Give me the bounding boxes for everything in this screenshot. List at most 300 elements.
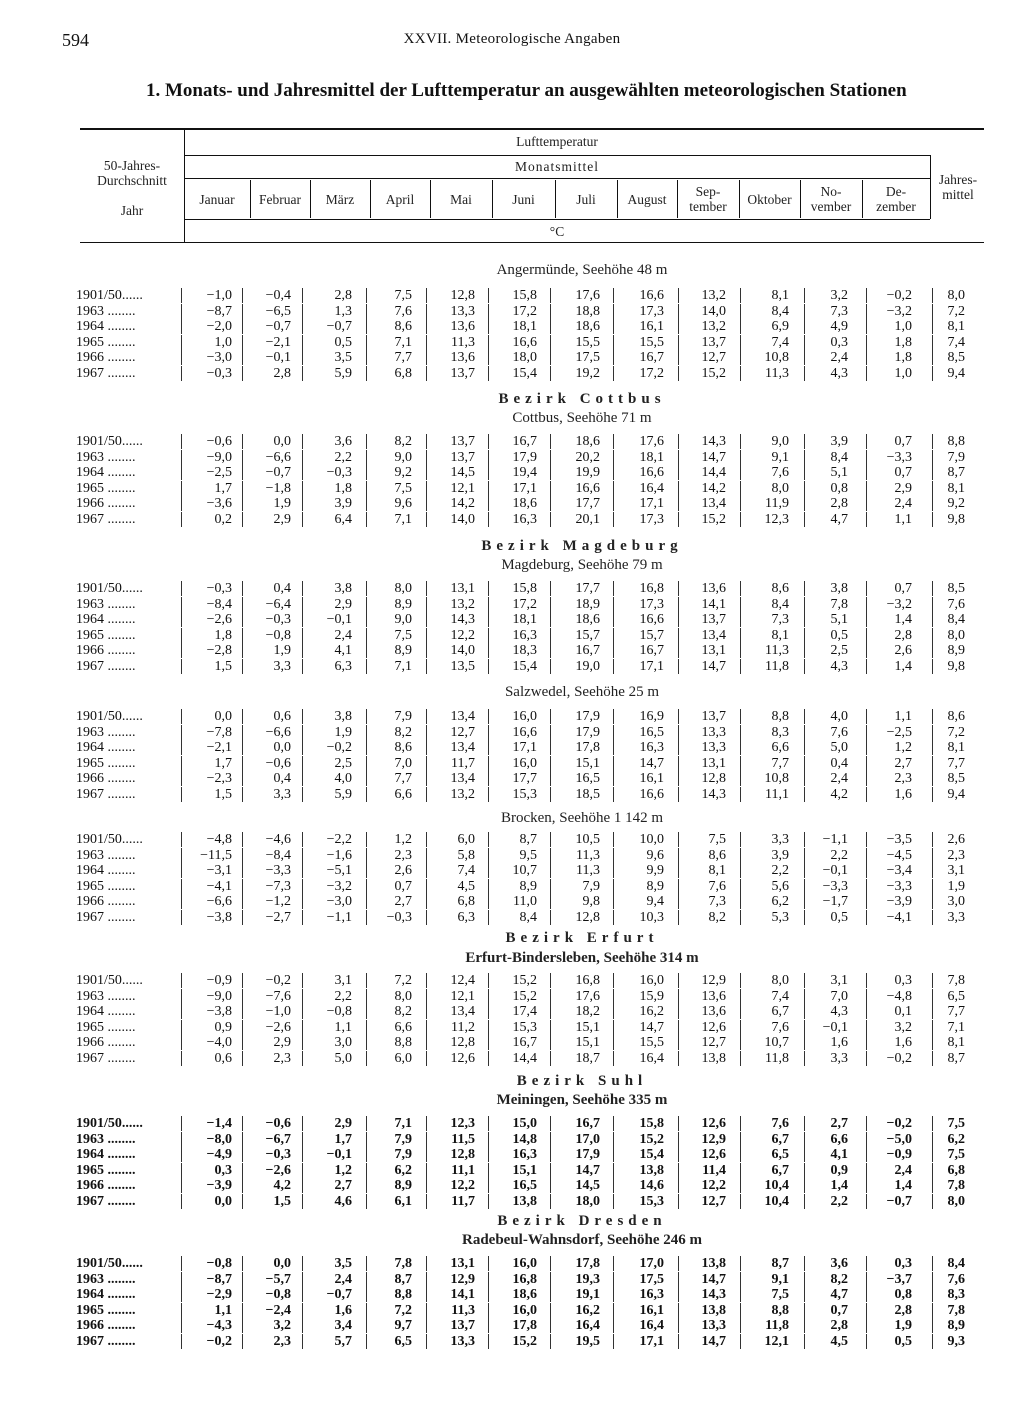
- cell-value: 7,7: [394, 771, 412, 787]
- row-year: 1965 ........: [76, 334, 136, 350]
- cell-value: 16,7: [512, 1035, 537, 1051]
- row-year: 1965 ........: [76, 627, 136, 643]
- row-year: 1964 ........: [76, 740, 136, 756]
- cell-value: 6,2: [947, 1131, 965, 1147]
- cell-value: 0,2: [214, 512, 232, 527]
- row-year: 1965 ........: [76, 878, 136, 894]
- cell-value: 16,3: [512, 627, 537, 643]
- cell-value: 2,5: [830, 643, 848, 659]
- cell-value: 9,8: [947, 659, 965, 674]
- table-title: 1. Monats- und Jahresmittel der Lufttemperatur an ausgewählten meteorologischen Stationen: [146, 80, 907, 101]
- cell-value: 1,1: [214, 1302, 232, 1318]
- cell-value: 15,2: [701, 512, 726, 527]
- cell-value: −2,9: [206, 1287, 232, 1303]
- cell-value: 12,6: [701, 1019, 726, 1035]
- cell-value: 7,6: [771, 465, 789, 481]
- cell-value: 7,8: [830, 596, 848, 612]
- cell-value: 1,2: [894, 740, 912, 756]
- cell-value: 3,1: [830, 973, 848, 988]
- cell-value: 10,7: [764, 1035, 789, 1051]
- cell-value: 8,7: [519, 832, 537, 847]
- cell-value: 16,1: [639, 1302, 664, 1318]
- cell-value: 0,7: [894, 465, 912, 481]
- cell-value: 2,9: [273, 1035, 291, 1051]
- cell-value: 11,7: [451, 1194, 475, 1209]
- cell-value: 1,9: [273, 496, 291, 512]
- cell-value: 11,1: [451, 1162, 475, 1178]
- cell-value: 18,0: [512, 350, 537, 366]
- cell-value: 0,3: [214, 1162, 232, 1178]
- cell-value: −0,2: [206, 1334, 232, 1349]
- table-row: [70, 1287, 984, 1302]
- cell-value: 1,1: [334, 1019, 352, 1035]
- cell-value: 0,3: [894, 973, 912, 988]
- cell-value: 6,3: [334, 659, 352, 674]
- cell-value: −0,7: [886, 1194, 912, 1209]
- cell-value: 16,7: [575, 1116, 600, 1131]
- cell-value: 14,3: [701, 1287, 726, 1303]
- cell-value: 2,2: [334, 449, 352, 465]
- row-year: 1964 ........: [76, 863, 136, 879]
- cell-value: 8,9: [394, 596, 412, 612]
- cell-value: 6,7: [771, 1004, 789, 1020]
- cell-value: −8,7: [206, 303, 232, 319]
- cell-value: −4,0: [206, 1035, 232, 1051]
- cell-value: 2,7: [334, 1178, 352, 1194]
- row-year: 1965 ........: [76, 1162, 136, 1178]
- cell-value: −0,2: [265, 973, 291, 988]
- cell-value: 16,4: [639, 1051, 664, 1066]
- month-divider: [862, 180, 863, 218]
- cell-value: 3,3: [947, 910, 965, 925]
- cell-value: 8,7: [947, 1051, 965, 1066]
- cell-value: 12,1: [450, 988, 475, 1004]
- cell-value: 12,4: [450, 973, 475, 988]
- cell-value: 8,6: [708, 847, 726, 863]
- cell-value: −9,0: [206, 988, 232, 1004]
- month-header: De- zember: [876, 184, 916, 214]
- cell-value: −0,1: [265, 350, 291, 366]
- cell-value: −4,8: [886, 988, 912, 1004]
- cell-value: 17,4: [512, 1004, 537, 1020]
- row-year: 1964 ........: [76, 612, 136, 628]
- cell-value: 2,7: [394, 894, 412, 910]
- row-year: 1966 ........: [76, 1035, 136, 1051]
- cell-value: 16,6: [639, 465, 664, 481]
- row-year: 1967 ........: [76, 366, 136, 381]
- cell-value: −1,0: [206, 288, 232, 303]
- cell-value: 7,1: [394, 334, 412, 350]
- cell-value: 16,0: [512, 755, 537, 771]
- cell-value: 18,6: [512, 496, 537, 512]
- cell-value: 17,9: [512, 449, 537, 465]
- bezirk-heading: Bezirk Dresden: [497, 1213, 667, 1229]
- cell-value: 6,0: [457, 832, 475, 847]
- cell-value: 5,0: [830, 740, 848, 756]
- cell-value: 9,6: [394, 496, 412, 512]
- cell-value: 8,1: [771, 627, 789, 643]
- row-year: 1967 ........: [76, 1051, 136, 1066]
- cell-value: 15,2: [701, 366, 726, 381]
- cell-value: −1,8: [265, 480, 291, 496]
- cell-value: −3,3: [822, 878, 848, 894]
- cell-value: 0,6: [214, 1051, 232, 1066]
- cell-value: 0,1: [894, 1004, 912, 1020]
- cell-value: 7,6: [830, 724, 848, 740]
- cell-value: 7,5: [947, 1147, 965, 1163]
- cell-value: 7,1: [947, 1019, 965, 1035]
- table-row: [70, 1004, 984, 1019]
- station-heading: Brocken, Seehöhe 1 142 m: [500, 810, 664, 826]
- cell-value: −4,9: [206, 1147, 232, 1163]
- cell-value: 0,7: [894, 434, 912, 449]
- table-row: [70, 740, 984, 755]
- cell-value: 1,6: [830, 1035, 848, 1051]
- cell-value: 4,7: [830, 1287, 848, 1303]
- row-year: 1965 ........: [76, 1302, 136, 1318]
- cell-value: 11,8: [765, 659, 789, 674]
- cell-value: 6,6: [394, 787, 412, 802]
- cell-value: 15,2: [639, 1131, 664, 1147]
- cell-value: 20,1: [575, 512, 600, 527]
- cell-value: 7,9: [947, 449, 965, 465]
- cell-value: −0,8: [265, 1287, 291, 1303]
- cell-value: 8,4: [519, 910, 537, 925]
- cell-value: 11,8: [765, 1051, 789, 1066]
- cell-value: 17,7: [512, 771, 537, 787]
- cell-value: −3,3: [886, 878, 912, 894]
- cell-value: 13,8: [639, 1162, 664, 1178]
- cell-value: 9,1: [771, 449, 789, 465]
- row-year: 1901/50......: [76, 973, 143, 988]
- row-year: 1966 ........: [76, 1178, 136, 1194]
- cell-value: 8,1: [947, 1035, 965, 1051]
- cell-value: 18,6: [575, 319, 600, 335]
- row-year: 1901/50......: [76, 581, 143, 596]
- cell-value: 7,6: [947, 596, 965, 612]
- running-head: XXVII. Meteorologische Angaben: [403, 31, 621, 47]
- cell-value: 5,1: [830, 612, 848, 628]
- cell-value: 2,7: [830, 1116, 848, 1131]
- row-year: 1901/50......: [76, 1116, 143, 1131]
- cell-value: 14,4: [512, 1051, 537, 1066]
- cell-value: 1,9: [947, 878, 965, 894]
- row-year: 1966 ........: [76, 894, 136, 910]
- cell-value: 0,0: [273, 434, 291, 449]
- row-year: 1966 ........: [76, 350, 136, 366]
- month-header: März: [325, 192, 355, 207]
- cell-value: 0,8: [894, 1287, 912, 1303]
- cell-value: 15,1: [575, 1035, 600, 1051]
- cell-value: 13,6: [701, 988, 726, 1004]
- cell-value: −0,7: [326, 1287, 352, 1303]
- cell-value: 8,1: [947, 740, 965, 756]
- cell-value: 6,3: [457, 910, 475, 925]
- cell-value: 9,2: [947, 496, 965, 512]
- table-row: [70, 989, 984, 1004]
- cell-value: 1,5: [214, 659, 232, 674]
- cell-value: 16,6: [512, 334, 537, 350]
- month-header: April: [385, 192, 415, 207]
- cell-value: 8,2: [394, 724, 412, 740]
- row-year: 1967 ........: [76, 910, 136, 925]
- cell-value: 17,3: [639, 512, 664, 527]
- cell-value: 14,1: [450, 1287, 475, 1303]
- cell-value: 6,6: [394, 1019, 412, 1035]
- cell-value: 18,7: [575, 1051, 600, 1066]
- subgroup-header: Monatsmittel: [515, 159, 599, 174]
- cell-value: 14,7: [639, 1019, 664, 1035]
- cell-value: 4,2: [830, 787, 848, 802]
- cell-value: 13,4: [450, 1004, 475, 1020]
- cell-value: 12,9: [701, 1131, 726, 1147]
- cell-value: 0,5: [894, 1334, 912, 1349]
- cell-value: −0,3: [326, 465, 352, 481]
- table-row: [70, 725, 984, 740]
- cell-value: −2,5: [206, 465, 232, 481]
- cell-value: 13,3: [701, 1318, 726, 1334]
- cell-value: −6,6: [206, 894, 232, 910]
- cell-value: 8,4: [947, 612, 965, 628]
- bezirk-heading: Bezirk Erfurt: [505, 930, 659, 946]
- cell-value: 16,5: [512, 1178, 537, 1194]
- annual-divider: [930, 155, 931, 219]
- cell-value: 16,0: [639, 973, 664, 988]
- cell-value: −0,3: [265, 1147, 291, 1163]
- cell-value: 7,7: [771, 755, 789, 771]
- cell-value: 19,9: [575, 465, 600, 481]
- cell-value: 1,8: [894, 350, 912, 366]
- cell-value: 13,8: [701, 1256, 726, 1271]
- cell-value: 4,3: [830, 1004, 848, 1020]
- cell-value: 1,7: [334, 1131, 352, 1147]
- month-header: Sep- tember: [689, 184, 727, 214]
- cell-value: 19,5: [575, 1334, 600, 1349]
- cell-value: −0,2: [326, 740, 352, 756]
- cell-value: 19,4: [512, 465, 537, 481]
- cell-value: 7,5: [394, 627, 412, 643]
- cell-value: 14,4: [701, 465, 726, 481]
- cell-value: 18,6: [575, 434, 600, 449]
- cell-value: 3,3: [830, 1051, 848, 1066]
- cell-value: 10,8: [764, 350, 789, 366]
- cell-value: 8,0: [771, 480, 789, 496]
- cell-value: 15,3: [512, 1019, 537, 1035]
- table-row: [70, 1163, 984, 1178]
- cell-value: −0,2: [886, 1051, 912, 1066]
- cell-value: −1,7: [822, 894, 848, 910]
- cell-value: 2,4: [830, 350, 848, 366]
- cell-value: 7,6: [394, 303, 412, 319]
- cell-value: 6,5: [394, 1334, 412, 1349]
- cell-value: 0,7: [830, 1302, 848, 1318]
- cell-value: 14,3: [701, 787, 726, 802]
- cell-value: 17,1: [639, 1334, 664, 1349]
- cell-value: 15,5: [575, 334, 600, 350]
- month-header: Juli: [576, 192, 596, 207]
- cell-value: 6,5: [947, 988, 965, 1004]
- month-header: No- vember: [810, 184, 852, 214]
- cell-value: 8,0: [394, 581, 412, 596]
- cell-value: 16,4: [639, 1318, 664, 1334]
- table-row: [70, 335, 984, 350]
- cell-value: 2,6: [947, 832, 965, 847]
- cell-value: 11,5: [451, 1131, 475, 1147]
- cell-value: 16,5: [639, 724, 664, 740]
- cell-value: 7,9: [394, 1131, 412, 1147]
- cell-value: 9,7: [394, 1318, 412, 1334]
- cell-value: 17,3: [639, 596, 664, 612]
- table-row: [70, 894, 984, 909]
- cell-value: 4,0: [334, 771, 352, 787]
- cell-value: 11,3: [451, 334, 475, 350]
- month-header: Mai: [450, 192, 472, 207]
- cell-value: 12,8: [450, 1035, 475, 1051]
- cell-value: 16,7: [639, 643, 664, 659]
- cell-value: 8,1: [771, 288, 789, 303]
- table-top-rule: [80, 128, 984, 130]
- cell-value: 12,7: [450, 724, 475, 740]
- cell-value: 17,7: [575, 581, 600, 596]
- station-heading: Cottbus, Seehöhe 71 m: [512, 410, 652, 426]
- cell-value: 8,9: [947, 643, 965, 659]
- cell-value: 7,8: [947, 1178, 965, 1194]
- cell-value: 7,1: [394, 1116, 412, 1131]
- cell-value: 6,0: [394, 1051, 412, 1066]
- cell-value: 17,1: [512, 480, 537, 496]
- cell-value: 16,7: [575, 643, 600, 659]
- cell-value: 0,4: [273, 581, 291, 596]
- row-year: 1963 ........: [76, 1131, 136, 1147]
- cell-value: 5,6: [771, 878, 789, 894]
- cell-value: 7,4: [457, 863, 475, 879]
- cell-value: 1,9: [273, 643, 291, 659]
- row-year: 1967 ........: [76, 1334, 136, 1349]
- cell-value: 7,5: [771, 1287, 789, 1303]
- table-row: [70, 643, 984, 658]
- cell-value: 2,4: [334, 627, 352, 643]
- cell-value: 13,1: [450, 1256, 475, 1271]
- cell-value: 8,8: [394, 1287, 412, 1303]
- table-row: [70, 1334, 984, 1349]
- cell-value: 17,0: [575, 1131, 600, 1147]
- cell-value: −6,4: [265, 596, 291, 612]
- row-year: 1963 ........: [76, 1271, 136, 1287]
- cell-value: −11,5: [200, 847, 232, 863]
- cell-value: 11,1: [765, 787, 789, 802]
- cell-value: 15,3: [512, 787, 537, 802]
- cell-value: 1,3: [334, 303, 352, 319]
- cell-value: −0,8: [206, 1256, 232, 1271]
- cell-value: 16,6: [639, 787, 664, 802]
- table-row: [70, 879, 984, 894]
- cell-value: 16,9: [639, 709, 664, 724]
- cell-value: 2,4: [830, 771, 848, 787]
- cell-value: 13,7: [450, 1318, 475, 1334]
- cell-value: 3,3: [273, 787, 291, 802]
- cell-value: −3,5: [886, 832, 912, 847]
- cell-value: 12,7: [701, 1194, 726, 1209]
- cell-value: 18,2: [575, 1004, 600, 1020]
- cell-value: 16,6: [575, 480, 600, 496]
- cell-value: 19,0: [575, 659, 600, 674]
- cell-value: 9,0: [394, 449, 412, 465]
- cell-value: −6,6: [265, 449, 291, 465]
- cell-value: 16,3: [512, 512, 537, 527]
- cell-value: 17,0: [639, 1256, 664, 1271]
- cell-value: 18,6: [512, 1287, 537, 1303]
- cell-value: 1,5: [214, 787, 232, 802]
- cell-value: 2,9: [334, 596, 352, 612]
- row-year: 1963 ........: [76, 449, 136, 465]
- cell-value: 7,5: [394, 288, 412, 303]
- cell-value: −0,7: [265, 319, 291, 335]
- cell-value: 4,5: [457, 878, 475, 894]
- cell-value: 16,6: [512, 724, 537, 740]
- cell-value: 1,7: [214, 480, 232, 496]
- cell-value: −6,5: [265, 303, 291, 319]
- cell-value: 2,8: [273, 366, 291, 381]
- cell-value: −8,4: [265, 847, 291, 863]
- cell-value: 8,8: [771, 1302, 789, 1318]
- cell-value: 1,2: [394, 832, 412, 847]
- cell-value: 12,7: [701, 1035, 726, 1051]
- cell-value: 0,4: [830, 755, 848, 771]
- cell-value: 5,9: [334, 787, 352, 802]
- cell-value: 15,1: [512, 1162, 537, 1178]
- cell-value: 2,3: [273, 1051, 291, 1066]
- cell-value: 6,2: [394, 1162, 412, 1178]
- cell-value: 14,7: [701, 449, 726, 465]
- cell-value: 8,6: [947, 709, 965, 724]
- month-header: Februar: [259, 192, 301, 207]
- cell-value: −3,2: [886, 596, 912, 612]
- cell-value: 7,5: [947, 1116, 965, 1131]
- cell-value: 6,5: [771, 1147, 789, 1163]
- cell-value: 10,0: [639, 832, 664, 847]
- bezirk-heading: Bezirk Suhl: [516, 1073, 648, 1089]
- cell-value: 15,2: [512, 988, 537, 1004]
- cell-value: −0,8: [265, 627, 291, 643]
- cell-value: 18,1: [512, 612, 537, 628]
- cell-value: 6,2: [771, 894, 789, 910]
- cell-value: 14,6: [639, 1178, 664, 1194]
- cell-value: 20,2: [575, 449, 600, 465]
- cell-value: 9,1: [771, 1271, 789, 1287]
- cell-value: 13,3: [701, 724, 726, 740]
- cell-value: 17,6: [639, 434, 664, 449]
- cell-value: −0,9: [206, 973, 232, 988]
- cell-value: 2,3: [894, 771, 912, 787]
- cell-value: 14,3: [701, 434, 726, 449]
- cell-value: 17,5: [575, 350, 600, 366]
- cell-value: 9,2: [394, 465, 412, 481]
- cell-value: 16,8: [639, 581, 664, 596]
- cell-value: −7,6: [265, 988, 291, 1004]
- cell-value: 15,7: [639, 627, 664, 643]
- cell-value: −4,6: [265, 832, 291, 847]
- cell-value: 2,8: [894, 627, 912, 643]
- cell-value: 15,3: [639, 1194, 664, 1209]
- cell-value: 4,0: [830, 709, 848, 724]
- cell-value: 3,9: [334, 496, 352, 512]
- table-row: [70, 465, 984, 480]
- cell-value: 2,8: [830, 1318, 848, 1334]
- cell-value: 0,0: [273, 740, 291, 756]
- cell-value: 3,1: [334, 973, 352, 988]
- cell-value: 2,4: [894, 496, 912, 512]
- cell-value: 4,7: [830, 512, 848, 527]
